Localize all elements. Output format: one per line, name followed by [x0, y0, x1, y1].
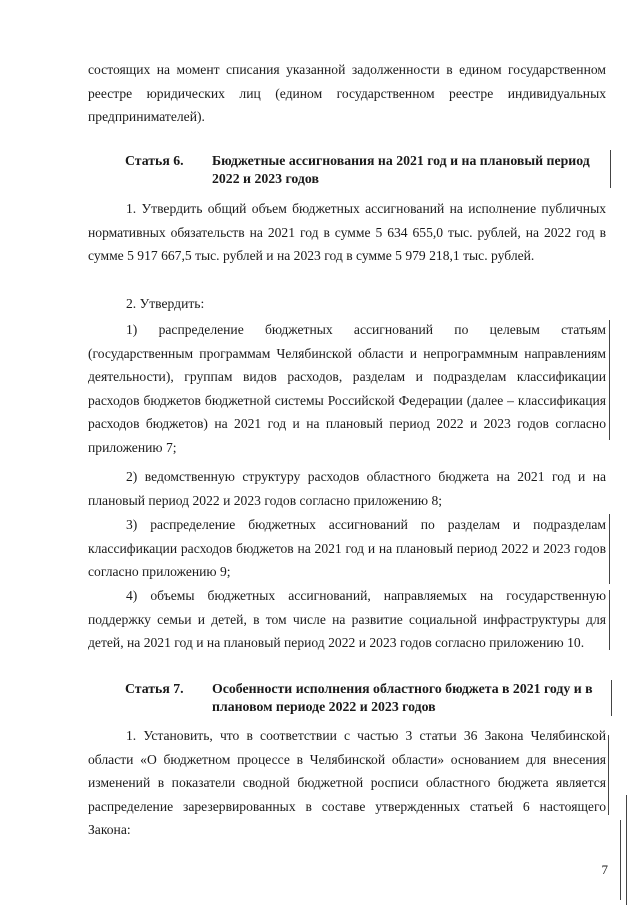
- margin-mark: [609, 320, 610, 440]
- article-7-heading: [125, 680, 610, 716]
- article-6-item-2: 2) ведомственную структуру расходов областного бюджета на 2021 год и на плановый период 2022 и 2023 годов согласно приложению 8;: [88, 469, 606, 508]
- margin-mark: [611, 680, 612, 716]
- article-6-item-1: 1) распределение бюджетных ассигнований по целевым статьям (государственным программам Челябинской области и непрограммным направлениям деятельности), группам видов расходов, разделам и подразделам классификации расходов бюджетов бюджетной системы Российской Федерации (далее – классификация расходов бюджетов) на 2021 год и на плановый период 2022 и 2023 годов согласно приложению 7;: [88, 322, 606, 455]
- margin-mark: [610, 150, 611, 188]
- article-6-heading: [125, 152, 610, 188]
- margin-mark: [609, 590, 610, 650]
- page-number: 7: [601, 862, 608, 877]
- margin-mark: [609, 514, 610, 584]
- article-6-item-3: 3) распределение бюджетных ассигнований по разделам и подразделам классификации расходов бюджетов на 2021 год и на плановый период 2022 и 2023 годов согласно приложению 9;: [88, 517, 606, 580]
- margin-mark: [626, 795, 627, 905]
- article-6-label: Статья 6.: [125, 153, 184, 168]
- article-7-label: Статья 7.: [125, 681, 184, 696]
- margin-mark: [608, 735, 609, 815]
- article-6-paragraph-1: 1. Утвердить общий объем бюджетных ассигнований на исполнение публичных нормативных обязательств на 2021 год в сумме 5 634 655,0 тыс. рублей, на 2022 год в сумме 5 917 667,5 тыс. рублей и на 2023 год в сумме 5 979 218,1 тыс. рублей.: [88, 201, 606, 264]
- article-6-paragraph-2: 2. Утвердить:: [126, 296, 205, 311]
- article-7-title: Особенности исполнения областного бюджета в 2021 году и в плановом периоде 2022 и 2023 годов: [212, 681, 593, 714]
- margin-mark: [620, 820, 621, 900]
- intro-paragraph: состоящих на момент списания указанной задолженности в едином государственном реестре юридических лиц (едином государственном реестре индивидуальных предпринимателей).: [88, 62, 606, 125]
- article-7-paragraph-1: 1. Установить, что в соответствии с частью 3 статьи 36 Закона Челябинской области «О бюджетном процессе в Челябинской области» основанием для внесения изменений в показатели сводной бюджетной росписи областного бюджета является распределение зарезервированных в составе утвержденных статьей 6 настоящего Закона:: [88, 728, 606, 838]
- article-6-item-4: 4) объемы бюджетных ассигнований, направляемых на государственную поддержку семьи и детей, в том числе на развитие социальной инфраструктуры для детей, на 2021 год и на плановый период 2022 и 2023 годов согласно приложению 10.: [88, 588, 606, 651]
- article-6-title: Бюджетные ассигнования на 2021 год и на плановый период 2022 и 2023 годов: [212, 153, 590, 186]
